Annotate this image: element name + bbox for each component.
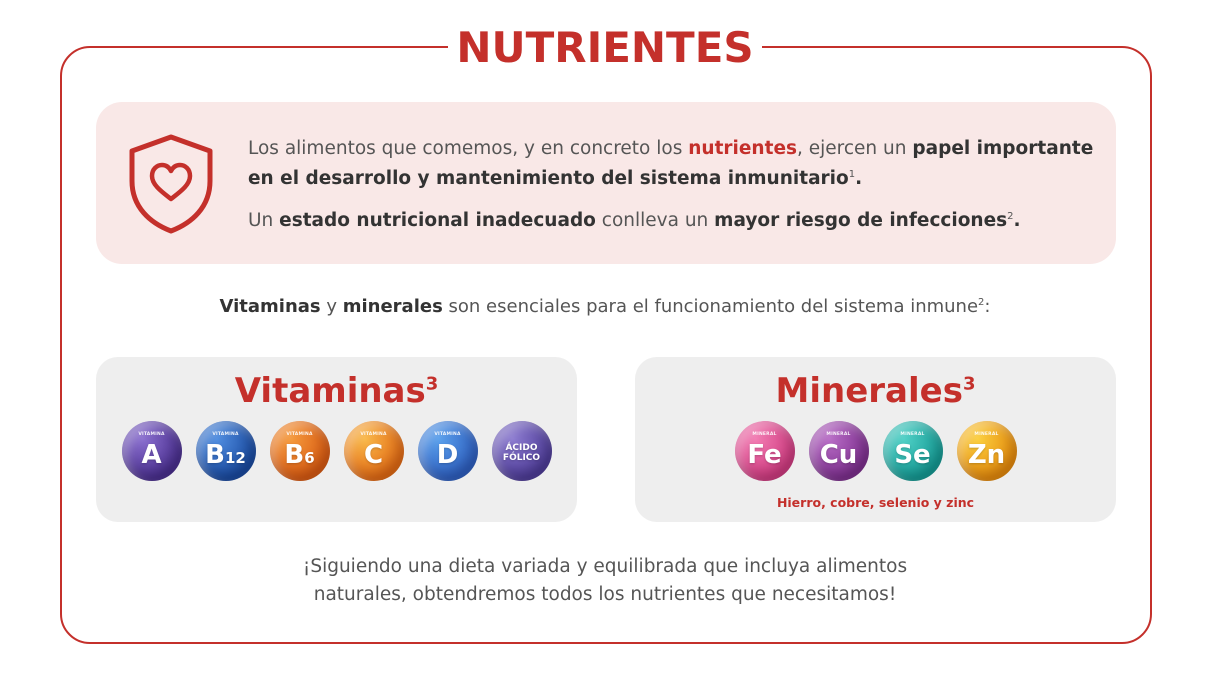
minerals-list — [635, 421, 1116, 481]
folic-acid-line-1: ÁCIDO — [505, 443, 538, 453]
vitamin-a-icon — [122, 421, 182, 481]
intro-p1-period: . — [855, 168, 863, 189]
mineral-tag: MINERAL — [900, 432, 925, 437]
vitamin-c-icon — [344, 421, 404, 481]
subtitle-text: son esenciales para el funcionamiento del sistema inmune — [442, 296, 979, 317]
section-subtitle — [0, 296, 1210, 317]
subtitle-vitamins: Vitaminas — [219, 296, 321, 317]
footer-message — [0, 553, 1210, 609]
vitamin-tag: VITAMINA — [360, 432, 387, 437]
intro-p1-text: Los alimentos que comemos, y en concreto los — [248, 138, 689, 159]
vitamins-ref: 3 — [425, 373, 439, 395]
mineral-tag: MINERAL — [826, 432, 851, 437]
intro-text — [248, 134, 1098, 236]
vitamin-b6-icon — [270, 421, 330, 481]
mineral-se-icon — [883, 421, 943, 481]
intro-p1-text: , ejercen un — [797, 138, 913, 159]
mineral-symbol: Fe — [747, 440, 782, 470]
vitamin-b12-icon — [196, 421, 256, 481]
minerals-title-text: Minerales — [775, 371, 963, 411]
vitamin-tag: VITAMINA — [434, 432, 461, 437]
intro-paragraph-2 — [248, 206, 1098, 236]
folic-acid-icon — [492, 421, 552, 481]
mineral-zn-icon — [957, 421, 1017, 481]
mineral-symbol: Zn — [967, 440, 1006, 470]
intro-p2-ref: 2 — [1007, 210, 1014, 222]
vitamins-card — [96, 357, 577, 522]
vitamin-symbol: C — [363, 440, 384, 470]
subtitle-text: y — [320, 296, 343, 317]
vitamins-list — [96, 421, 577, 481]
mineral-tag: MINERAL — [752, 432, 777, 437]
minerals-title — [635, 369, 1116, 413]
folic-acid-label — [503, 443, 540, 463]
intro-p1-highlight: nutrientes — [688, 138, 798, 159]
vitamin-symbol — [284, 440, 314, 470]
subtitle-minerals: minerales — [342, 296, 443, 317]
vitamin-symbol: D — [436, 440, 459, 470]
intro-p2-text: conlleva un — [595, 210, 715, 231]
intro-p2-bold: mayor riesgo de infecciones — [714, 210, 1008, 231]
mineral-tag: MINERAL — [974, 432, 999, 437]
vitamin-symbol-sub: 12 — [224, 449, 246, 467]
subtitle-ref: 2 — [978, 297, 985, 308]
vitamin-tag: VITAMINA — [286, 432, 313, 437]
mineral-cu-icon — [809, 421, 869, 481]
vitamin-tag: VITAMINA — [138, 432, 165, 437]
vitamin-symbol-letter: B — [284, 440, 305, 470]
vitamins-title-text: Vitaminas — [234, 371, 426, 411]
shield-heart-icon — [126, 133, 216, 235]
page-title: NUTRIENTES — [448, 20, 762, 76]
vitamin-symbol-sub: 6 — [304, 449, 315, 467]
intro-paragraph-1 — [248, 134, 1098, 194]
minerals-ref: 3 — [962, 373, 976, 395]
vitamin-d-icon — [418, 421, 478, 481]
intro-p2-text: Un — [248, 210, 280, 231]
intro-p2-bold: estado nutricional inadecuado — [279, 210, 596, 231]
vitamin-symbol: A — [141, 440, 162, 470]
intro-p1-bold: papel importante en el desarrollo y mantenimiento del sistema inmunitario — [248, 138, 1094, 189]
mineral-symbol: Cu — [819, 440, 858, 470]
minerals-card — [635, 357, 1116, 522]
minerals-caption: Hierro, cobre, selenio y zinc — [776, 495, 975, 510]
vitamin-symbol — [205, 440, 246, 470]
vitamins-title — [96, 369, 577, 413]
intro-p2-period: . — [1013, 210, 1021, 231]
footer-line-1: ¡Siguiendo una dieta variada y equilibrada que incluya alimentos — [302, 556, 908, 577]
folic-acid-line-2: FÓLICO — [502, 453, 541, 463]
mineral-symbol: Se — [894, 440, 931, 470]
intro-p1-ref: 1 — [848, 168, 856, 180]
vitamin-tag: VITAMINA — [212, 432, 239, 437]
footer-line-2: naturales, obtendremos todos los nutrientes que necesitamos! — [313, 584, 897, 605]
mineral-fe-icon — [735, 421, 795, 481]
vitamin-symbol-letter: B — [205, 440, 225, 470]
subtitle-colon: : — [984, 296, 991, 317]
